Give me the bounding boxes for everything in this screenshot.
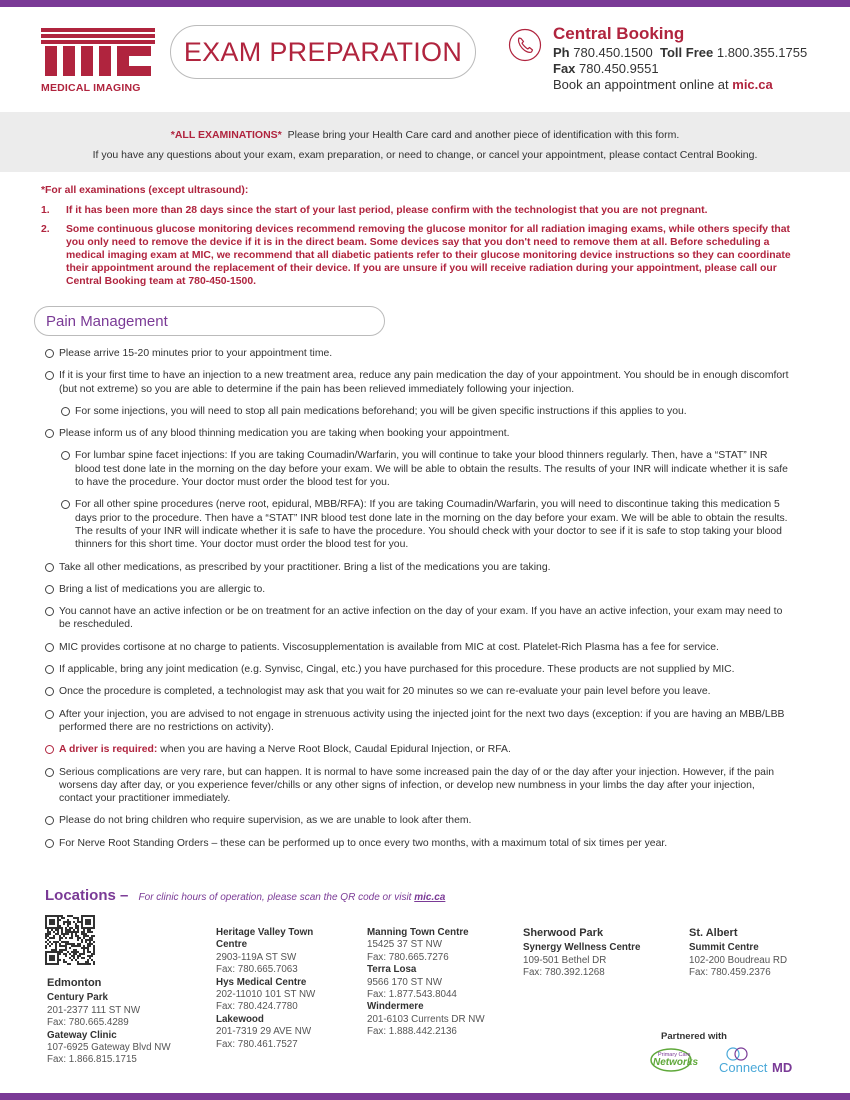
city-name: Sherwood Park: [523, 927, 604, 939]
svg-text:Networks: Networks: [653, 1057, 699, 1068]
circle-bullet-icon: [45, 745, 54, 754]
list-item: Serious complications are very rare, but can happen. It is normal to have some increased pain the day of or the day after your injection. However, if the pain worsens day after day, or you experience fever/chills or any other signs of infection, or develop new numbness in your limbs the day after your injection, contact your practitioner immediately.: [45, 766, 790, 806]
circle-bullet-icon: [45, 349, 54, 358]
primary-care-networks-logo: [649, 1046, 719, 1076]
list-item: Please inform us of any blood thinning medication you are taking when booking your appointment.: [45, 427, 790, 440]
connectmd-logo: [719, 1046, 809, 1076]
circle-bullet-icon: [45, 710, 54, 719]
booking-online: Book an appointment online at mic.ca: [553, 77, 773, 92]
logo-subtitle: MEDICAL IMAGING: [41, 82, 141, 94]
pain-management-list: [45, 347, 790, 859]
list-item-driver-required: A driver is required: when you are having a Nerve Root Block, Caudal Epidural Injection, or RFA.: [45, 743, 790, 756]
all-examinations-notes: [41, 184, 801, 294]
list-item: For lumbar spine facet injections: If you are taking Coumadin/Warfarin, you will continue to take your blood thinners regularly. Then, have a “STAT” INR blood test done late in the morning on the day before your exam. We will be able to obtain the results. The results of your INR will indicate whether it is safe to have the procedure. Your doctor must order the blood test for you.: [61, 449, 790, 489]
circle-bullet-icon: [45, 768, 54, 777]
bottom-accent-bar: [0, 1093, 850, 1100]
circle-bullet-icon: [45, 643, 54, 652]
mic-website-link[interactable]: mic.ca: [732, 77, 773, 92]
location-column-st-albert: St. Albert Summit Centre 102-200 Boudreau RD Fax: 780.459.2376: [689, 927, 819, 980]
circle-bullet-icon: [61, 407, 70, 416]
list-item: Once the procedure is completed, a technologist may ask that you wait for 20 minutes so we can re-evaluate your pain level before you leave.: [45, 685, 790, 698]
list-item: If it is your first time to have an injection to a new treatment area, reduce any pain medication the day of your appointment. You should be in enough discomfort (but not extreme) so you are able to determine if the pain has been relieved immediately following your injection.: [45, 369, 790, 396]
circle-bullet-icon: [45, 607, 54, 616]
circle-bullet-icon: [45, 371, 54, 380]
list-item: 2. Some continuous glucose monitoring devices recommend removing the glucose monitor for all radiation imaging exams, while others specify that you only need to remove the device if it is in the direct beam. Some devices say that you don't need to remove them at all. Before scheduling a medical imaging exam at MIC, we recommend that all diabetic patients refer to their glucose monitoring device instructions so they can coordinate their appointment around the replacement of their device. If you are unsure if you will receive radiation during your appointment, please call our Central Booking team at 780-450-1500.: [41, 224, 791, 287]
list-item: MIC provides cortisone at no charge to patients. Viscosupplementation is available from MIC at cost. Platelet-Rich Plasma has a fee for service.: [45, 641, 790, 654]
central-booking: [553, 24, 807, 93]
circle-bullet-icon: [61, 451, 70, 460]
list-item: After your injection, you are advised to not engage in strenuous activity using the injected joint for the next two days (exception: if you are having an MBB/LBB performed there are no restrictions on activity).: [45, 708, 790, 735]
phone-number[interactable]: 780.450.1500: [573, 45, 653, 60]
page-title-pill: [170, 25, 476, 79]
list-item: You cannot have an active infection or be on treatment for an active infection on the day of your exam. If you have an active infection, your exam may need to be rescheduled.: [45, 605, 790, 632]
list-item: Take all other medications, as prescribed by your practitioner. Bring a list of the medications you are taking.: [45, 561, 790, 574]
circle-bullet-icon: [45, 585, 54, 594]
location-column-2: Heritage Valley Town Centre 2903-119A ST SW Fax: 780.665.7063 Hys Medical Centre 202-11010 101 ST NW Fax: 780.424.7780 Lakewood 201-7319 29 AVE NW Fax: 780.461.7527: [216, 927, 316, 1050]
location-column-sherwood-park: Sherwood Park Synergy Wellness Centre 109-501 Bethel DR Fax: 780.392.1268: [523, 927, 663, 980]
list-item: Bring a list of medications you are allergic to.: [45, 583, 790, 596]
toll-free-number[interactable]: 1.800.355.1755: [716, 45, 808, 60]
location-column-edmonton: Edmonton Century Park 201-2377 111 ST NW Fax: 780.665.4289 Gateway Clinic 107-6925 Gateway Blvd NW Fax: 1.866.815.1715: [47, 977, 207, 1067]
pain-management-heading: Pain Management: [34, 306, 385, 336]
circle-bullet-icon: [45, 839, 54, 848]
partnered-with-label: Partnered with: [661, 1031, 727, 1042]
booking-title: Central Booking: [553, 24, 685, 43]
locations-heading: Locations – For clinic hours of operation, please scan the QR code or visit mic.ca: [45, 887, 446, 904]
central-booking-call-link[interactable]: call our Central Booking team at 780-450-1500.: [66, 263, 777, 287]
circle-bullet-icon: [45, 429, 54, 438]
list-item: If applicable, bring any joint medication (e.g. Synvisc, Cingal, etc.) you have purchased for this procedure. These products are not supplied by MIC.: [45, 663, 790, 676]
banner-line2: If you have any questions about your exam, exam preparation, or need to change, or cancel your appointment, please contact Central Booking.: [92, 149, 758, 161]
list-item: Please arrive 15-20 minutes prior to your appointment time.: [45, 347, 790, 360]
city-name: St. Albert: [689, 927, 738, 939]
circle-bullet-icon: [61, 500, 70, 509]
circle-bullet-icon: [45, 563, 54, 572]
list-item: For Nerve Root Standing Orders – these can be performed up to once every two months, with a maximum total of six times per year.: [45, 837, 790, 850]
mic-website-link[interactable]: mic.ca: [414, 892, 446, 903]
top-accent-bar: [0, 0, 850, 7]
page-title: EXAM PREPARATION: [183, 36, 463, 67]
info-banner: *ALL EXAMINATIONS* Please bring your Health Care card and another piece of identification with this form. If you have any questions about your exam, exam preparation, or need to change, or cancel your appointment, please contact Central Booking.: [0, 112, 850, 172]
circle-bullet-icon: [45, 687, 54, 696]
city-name: Edmonton: [47, 977, 102, 989]
circle-bullet-icon: [45, 816, 54, 825]
booking-fax: Fax 780.450.9551: [553, 61, 659, 76]
phone-icon: [508, 28, 542, 62]
svg-text:Connect: Connect: [719, 1060, 768, 1075]
circle-bullet-icon: [45, 665, 54, 674]
location-column-3: Manning Town Centre 15425 37 ST NW Fax: 780.665.7276 Terra Losa 9566 170 ST NW Fax: 1.877.543.8044 Windermere 201-6103 Currents DR NW Fax: 1.888.442.2136: [367, 927, 485, 1038]
booking-phones: Ph 780.450.1500 Toll Free 1.800.355.1755: [553, 45, 808, 60]
list-item: For some injections, you will need to stop all pain medications beforehand; you will be given specific instructions if this applies to you.: [61, 405, 790, 418]
list-item: 1. If it has been more than 28 days since the start of your last period, please confirm with the technologist that you are not pregnant.: [41, 205, 708, 216]
list-item: For all other spine procedures (nerve root, epidural, MBB/RFA): If you are taking Coumadin/Warfarin, you will need to discontinue taking this medication 5 days prior to the procedure. Then have a “STAT” INR blood test done late in the morning on the day before your exam. We will be able to obtain the results. The results of your INR will indicate whether it is safe to have the procedure. You should check with your doctor to see if it is safe to stop taking your blood thinners for this short time. Your doctor must order the blood test for you.: [61, 498, 790, 551]
list-item: Please do not bring children who require supervision, as we are unable to look after them.: [45, 814, 790, 827]
svg-text:Primary Care: Primary Care: [658, 1052, 691, 1058]
svg-text:MD: MD: [772, 1060, 793, 1075]
locations-note: For clinic hours of operation, please scan the QR code or visit mic.ca: [138, 892, 446, 903]
qr-code-icon[interactable]: [45, 915, 95, 965]
banner-highlight: *ALL EXAMINATIONS*: [170, 129, 282, 141]
all-exams-heading: *For all examinations (except ultrasound):: [41, 185, 249, 196]
